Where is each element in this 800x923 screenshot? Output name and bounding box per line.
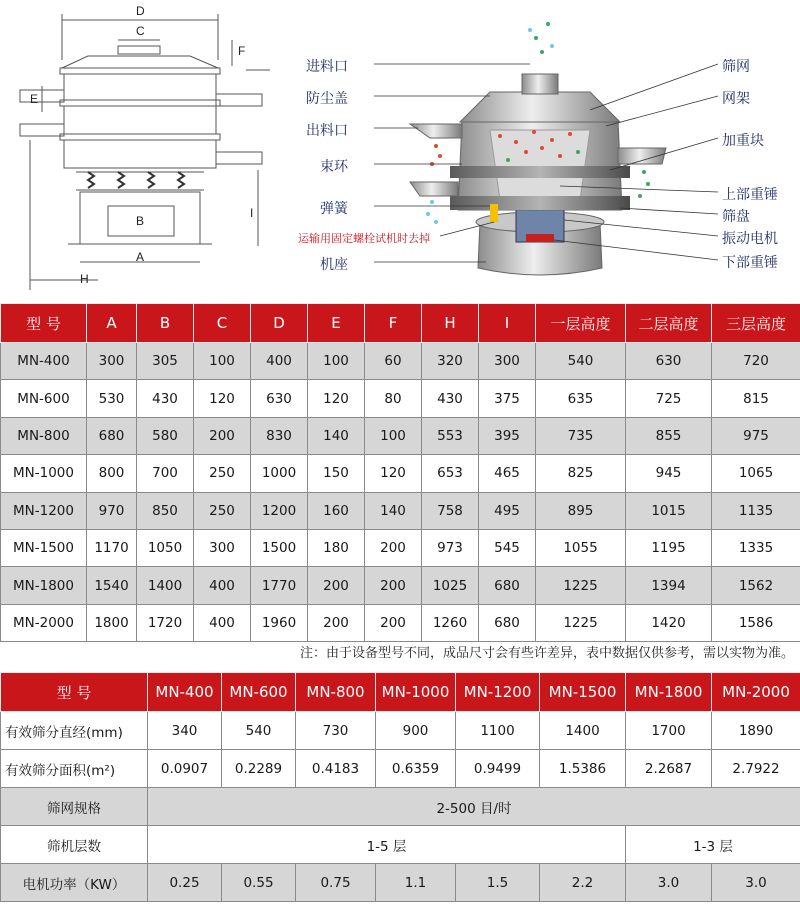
table-cell: 945 xyxy=(626,455,712,492)
table-cell: MN-600 xyxy=(1,380,87,417)
perf-header-cell: MN-1200 xyxy=(456,673,540,712)
table-cell: MN-800 xyxy=(1,417,87,454)
label-dust-cover: 防尘盖 xyxy=(306,91,348,107)
table-cell: 758 xyxy=(422,492,479,529)
perf-header-cell: MN-600 xyxy=(222,673,296,712)
table-cell: 900 xyxy=(376,712,456,750)
table-cell: 0.55 xyxy=(222,864,296,902)
table-cell: 580 xyxy=(137,417,194,454)
table-cell: 1700 xyxy=(626,712,712,750)
table-cell: 1200 xyxy=(251,492,308,529)
table-row xyxy=(1,567,800,604)
label-counterweight: 加重块 xyxy=(722,133,764,149)
table-cell: 0.25 xyxy=(148,864,222,902)
table-cell: 100 xyxy=(308,343,365,380)
dim-label-h: H xyxy=(80,272,89,286)
table-row xyxy=(1,529,800,566)
spec-header-h: H xyxy=(422,304,479,343)
perf-header-cell: MN-400 xyxy=(148,673,222,712)
table-cell: 720 xyxy=(712,343,800,380)
table-cell: 1225 xyxy=(536,604,626,641)
table-cell: 1135 xyxy=(712,492,800,529)
spec-header-row xyxy=(1,304,800,343)
table-cell: 1015 xyxy=(626,492,712,529)
table-cell: 400 xyxy=(194,567,251,604)
table-cell: 830 xyxy=(251,417,308,454)
label-feed-inlet: 进料口 xyxy=(306,59,348,75)
table-cell: MN-1000 xyxy=(1,455,87,492)
table-cell: 0.4183 xyxy=(296,750,376,788)
table-cell: 1055 xyxy=(536,529,626,566)
table-cell: 540 xyxy=(536,343,626,380)
label-lower-weight: 下部重锤 xyxy=(722,255,778,271)
table-cell: 430 xyxy=(137,380,194,417)
table-cell: 1.5 xyxy=(456,864,540,902)
table-cell: 825 xyxy=(536,455,626,492)
table-cell: 400 xyxy=(194,604,251,641)
spec-header-c: C xyxy=(194,304,251,343)
table-cell: 200 xyxy=(308,604,365,641)
table-cell: 725 xyxy=(626,380,712,417)
table-cell: MN-1500 xyxy=(1,529,87,566)
row-label-power: 电机功率（KW） xyxy=(1,864,148,902)
table-cell: 850 xyxy=(137,492,194,529)
table-row xyxy=(1,380,800,417)
table-cell: 540 xyxy=(222,712,296,750)
table-cell: 895 xyxy=(536,492,626,529)
spec-header-i: I xyxy=(479,304,536,343)
table-cell: 0.75 xyxy=(296,864,376,902)
spec-header-one-layer-height: 一层高度 xyxy=(536,304,626,343)
table-cell: 1540 xyxy=(87,567,137,604)
table-cell: 400 xyxy=(251,343,308,380)
label-upper-weight: 上部重锤 xyxy=(722,187,778,203)
table-cell: 680 xyxy=(479,604,536,641)
table-cell: 1335 xyxy=(712,529,800,566)
perf-header-cell: MN-1000 xyxy=(376,673,456,712)
table-cell: 200 xyxy=(308,567,365,604)
dimension-spec-table xyxy=(0,303,800,642)
table-cell: 100 xyxy=(194,343,251,380)
table-row xyxy=(1,417,800,454)
table-cell: 815 xyxy=(712,380,800,417)
table-row xyxy=(1,343,800,380)
table-cell: 1562 xyxy=(712,567,800,604)
table-row xyxy=(1,455,800,492)
table-cell: 320 xyxy=(422,343,479,380)
table-cell: 200 xyxy=(365,604,422,641)
table-cell: 0.2289 xyxy=(222,750,296,788)
table-cell: 1960 xyxy=(251,604,308,641)
table-row xyxy=(1,604,800,641)
table-cell: 1586 xyxy=(712,604,800,641)
table-cell-mesh-value: 2-500 目/时 xyxy=(148,788,800,826)
table-cell: 160 xyxy=(308,492,365,529)
label-sieve-tray: 筛盘 xyxy=(722,209,750,225)
table-cell: 60 xyxy=(365,343,422,380)
table-cell-layers-b: 1-3 层 xyxy=(626,826,800,864)
table-cell: 635 xyxy=(536,380,626,417)
table-cell: 1225 xyxy=(536,567,626,604)
table-row-power xyxy=(1,864,800,902)
row-label-mesh: 筛网规格 xyxy=(1,788,148,826)
table-cell: 305 xyxy=(137,343,194,380)
label-screen-mesh: 筛网 xyxy=(722,59,750,75)
table-cell: 0.6359 xyxy=(376,750,456,788)
label-spring: 弹簧 xyxy=(320,201,348,217)
table-cell: 2.2687 xyxy=(626,750,712,788)
table-cell: 120 xyxy=(194,380,251,417)
spec-header-three-layer-height: 三层高度 xyxy=(712,304,800,343)
table-cell: 430 xyxy=(422,380,479,417)
table-cell: MN-1200 xyxy=(1,492,87,529)
table-cell: 140 xyxy=(308,417,365,454)
cutaway-illustration xyxy=(290,0,800,300)
spec-header-two-layer-height: 二层高度 xyxy=(626,304,712,343)
table-row-layers xyxy=(1,826,800,864)
perf-header-row xyxy=(1,673,800,712)
row-label-layers: 筛机层数 xyxy=(1,826,148,864)
table-cell: 1065 xyxy=(712,455,800,492)
dim-label-e: E xyxy=(30,92,39,106)
spec-header-a: A xyxy=(87,304,137,343)
table-cell: 680 xyxy=(479,567,536,604)
table-cell: 730 xyxy=(296,712,376,750)
table-cell: 975 xyxy=(712,417,800,454)
table-cell: 300 xyxy=(479,343,536,380)
table-footnote: 注：由于设备型号不同，成品尺寸会有些许差异，表中数据仅供参考，需以实物为准。 xyxy=(299,646,794,661)
table-cell: 495 xyxy=(479,492,536,529)
table-cell: 1170 xyxy=(87,529,137,566)
table-cell: 2.2 xyxy=(540,864,626,902)
perf-header-model: 型 号 xyxy=(1,673,148,712)
dimension-drawing xyxy=(0,0,280,300)
table-cell: MN-1800 xyxy=(1,567,87,604)
table-cell: 200 xyxy=(365,529,422,566)
row-label-diameter: 有效筛分直经(mm) xyxy=(1,712,148,750)
table-cell: 970 xyxy=(87,492,137,529)
performance-table xyxy=(0,672,800,902)
table-cell: 120 xyxy=(365,455,422,492)
table-cell: 250 xyxy=(194,455,251,492)
table-cell: 553 xyxy=(422,417,479,454)
row-label-area: 有效筛分面积(m²) xyxy=(1,750,148,788)
table-row-diameter xyxy=(1,712,800,750)
table-cell: 200 xyxy=(365,567,422,604)
dim-label-i: I xyxy=(250,206,254,220)
table-cell: 1100 xyxy=(456,712,540,750)
table-cell: 1400 xyxy=(137,567,194,604)
table-row-mesh xyxy=(1,788,800,826)
table-cell: 3.0 xyxy=(712,864,800,902)
table-cell: 3.0 xyxy=(626,864,712,902)
dim-label-a: A xyxy=(136,250,145,264)
table-cell: 1770 xyxy=(251,567,308,604)
table-cell: 300 xyxy=(194,529,251,566)
table-cell: 653 xyxy=(422,455,479,492)
perf-header-cell: MN-800 xyxy=(296,673,376,712)
table-cell: 973 xyxy=(422,529,479,566)
dim-label-f: F xyxy=(238,44,246,58)
table-cell: 200 xyxy=(194,417,251,454)
table-cell: 1420 xyxy=(626,604,712,641)
table-cell: 0.9499 xyxy=(456,750,540,788)
table-cell: 180 xyxy=(308,529,365,566)
table-cell: 1025 xyxy=(422,567,479,604)
table-cell: 630 xyxy=(251,380,308,417)
label-transport-bolt-note: 运输用固定螺栓试机时去掉 xyxy=(298,232,430,245)
table-cell: 1195 xyxy=(626,529,712,566)
label-mesh-frame: 网架 xyxy=(722,91,750,107)
label-base: 机座 xyxy=(320,257,348,273)
spec-header-model: 型 号 xyxy=(1,304,87,343)
table-cell: 1050 xyxy=(137,529,194,566)
table-cell: 1000 xyxy=(251,455,308,492)
perf-header-cell: MN-2000 xyxy=(712,673,800,712)
table-cell: 1.5386 xyxy=(540,750,626,788)
table-row xyxy=(1,492,800,529)
perf-header-cell: MN-1800 xyxy=(626,673,712,712)
table-cell: 530 xyxy=(87,380,137,417)
table-cell: 250 xyxy=(194,492,251,529)
table-cell: 855 xyxy=(626,417,712,454)
spec-header-b: B xyxy=(137,304,194,343)
table-cell: MN-2000 xyxy=(1,604,87,641)
table-cell: MN-400 xyxy=(1,343,87,380)
table-cell: 1800 xyxy=(87,604,137,641)
table-cell: 120 xyxy=(308,380,365,417)
dim-label-b: B xyxy=(136,214,145,228)
table-cell: 1260 xyxy=(422,604,479,641)
table-cell: 545 xyxy=(479,529,536,566)
spec-header-d: D xyxy=(251,304,308,343)
table-cell: 340 xyxy=(148,712,222,750)
label-clamp-ring: 束环 xyxy=(320,159,348,175)
perf-header-cell: MN-1500 xyxy=(540,673,626,712)
spec-header-e: E xyxy=(308,304,365,343)
table-cell: 140 xyxy=(365,492,422,529)
dim-label-c: C xyxy=(136,24,145,38)
table-cell: 1720 xyxy=(137,604,194,641)
table-cell-layers-a: 1-5 层 xyxy=(148,826,626,864)
spec-header-f: F xyxy=(365,304,422,343)
table-cell: 800 xyxy=(87,455,137,492)
table-cell: 630 xyxy=(626,343,712,380)
table-cell: 395 xyxy=(479,417,536,454)
table-cell: 80 xyxy=(365,380,422,417)
table-cell: 2.7922 xyxy=(712,750,800,788)
dim-label-d: D xyxy=(136,4,145,18)
table-cell: 680 xyxy=(87,417,137,454)
table-cell: 735 xyxy=(536,417,626,454)
table-cell: 150 xyxy=(308,455,365,492)
diagram-area xyxy=(0,0,800,300)
table-cell: 375 xyxy=(479,380,536,417)
table-cell: 1400 xyxy=(540,712,626,750)
table-cell: 0.0907 xyxy=(148,750,222,788)
table-cell: 1890 xyxy=(712,712,800,750)
table-cell: 1500 xyxy=(251,529,308,566)
label-discharge-outlet: 出料口 xyxy=(306,123,348,139)
table-row-area xyxy=(1,750,800,788)
label-vibration-motor: 振动电机 xyxy=(722,231,778,247)
table-cell: 100 xyxy=(365,417,422,454)
table-cell: 1394 xyxy=(626,567,712,604)
table-cell: 465 xyxy=(479,455,536,492)
table-cell: 700 xyxy=(137,455,194,492)
table-cell: 300 xyxy=(87,343,137,380)
table-cell: 1.1 xyxy=(376,864,456,902)
